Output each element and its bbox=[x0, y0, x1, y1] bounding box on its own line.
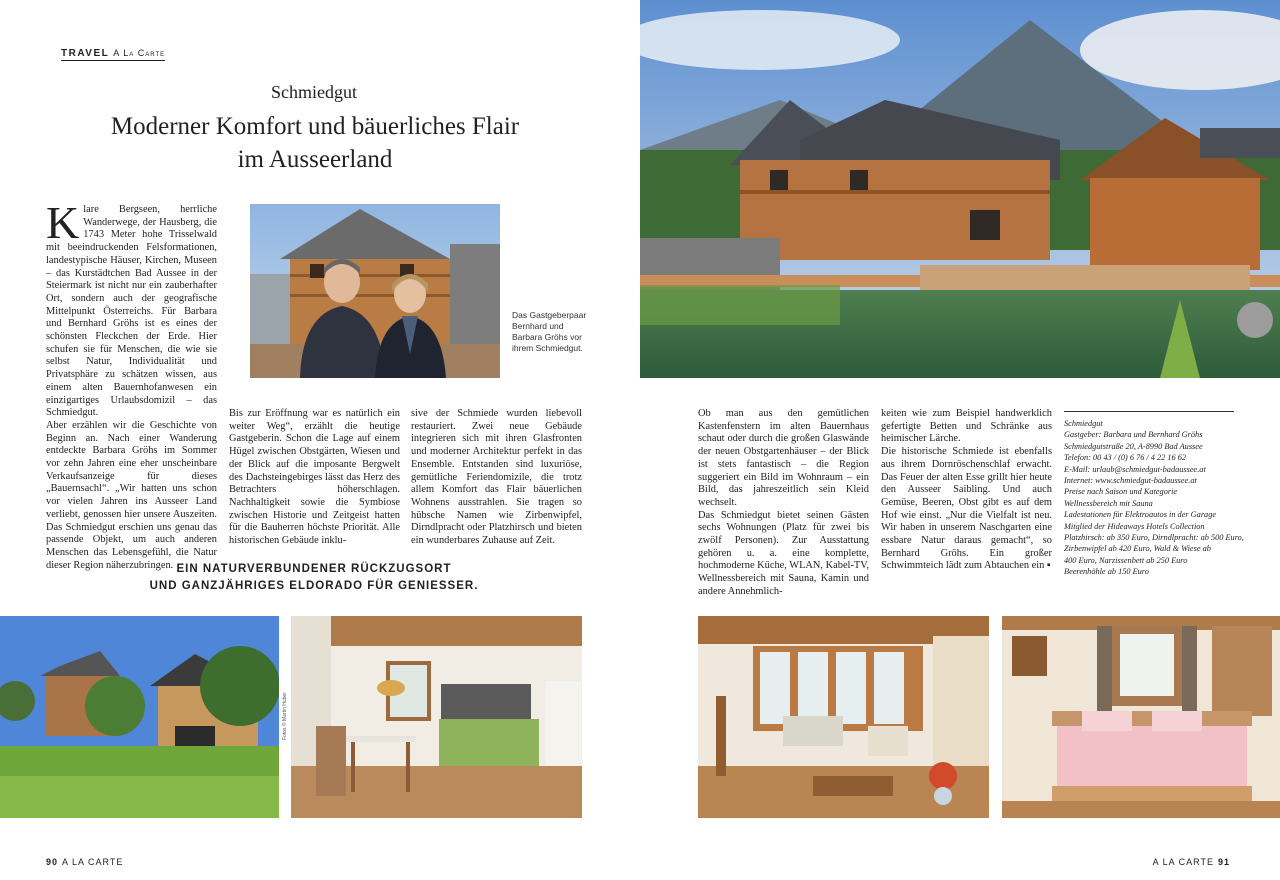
body-column-2: Bis zur Eröffnung war es natürlich ein weiter Weg“, erzählt die heutige Gastgeberin. Schon die Lage auf einem Hügel zwischen Obstgärten, Wiesen und der Blick auf die imposante Bergwelt des Dachsteingebirges lässt das Herz des Betrachters höherschlagen. Nachhaltigkeit sowie die Symbiose zwischen Historie und Zeitgeist hatten für die Bauherren höchste Priorität. Alle historischen Gebäude inklu- bbox=[229, 408, 400, 547]
right-page bbox=[640, 0, 1280, 880]
body-column-5: keiten wie zum Beispiel handwerklich gefertigte Betten und Schränke aus heimischer Lärche. Die historische Schmiede ist ebenfalls aus ihrem Dornröschenschlaf erwacht. Das Feuer der alten Esse grillt hier heute den Ausseer Saibling. Und auch Gemüse, Beeren, Obst gibt es auf dem Hof wie einst. „Nur die Vielfalt ist neu. Wir haben in unserem Naschgarten eine essbare Natur daraus gemacht“, so Bernhard Gröhs. Ein großer Schwimmteich lädt zum Abtauchen ein ▪ bbox=[881, 408, 1052, 572]
info-line: Schmiedgutstraße 20, A-8990 Bad Aussee bbox=[1064, 441, 1203, 451]
body-column-3: sive der Schmiede wurden liebevoll restauriert. Zwei neue Gebäude integrieren sich mit ihren Glasfronten und moderner Architektur perfekt in das Ensemble. Entstanden sind luxuriöse, gemütliche Feriendomizile, die trotz allem Komfort das Flair bäuerlichen Wohnens ausstrahlen. Sie tragen so hübsche Namen wie Zirbenwipfel, Dirndlpracht oder Platzhirsch und bieten ein wunderbares Zuhause auf Zeit. bbox=[411, 408, 582, 547]
info-line: Beerenhöhle ab 150 Euro bbox=[1064, 567, 1149, 577]
living-room-photo bbox=[698, 616, 989, 818]
pull-quote bbox=[0, 561, 628, 595]
info-line: Platzhirsch: ab 350 Euro, Dirndlpracht: ab 500 Euro, bbox=[1064, 533, 1244, 543]
meadow-houses-photo bbox=[0, 616, 279, 818]
pull-quote-line-2: UND GANZJÄHRIGES ELDORADO FÜR GENIESSER. bbox=[149, 580, 479, 592]
body-column-4: Ob man aus den gemütlichen Kastenfenstern im alten Bauernhaus schaut oder durch die großen Glaswände der neuen Obstgartenhäuser – der Blick ist stets fantastisch – die Region suggeriert ein Bild im Wohnraum – ein Bild, das jahreszeitlich sein Kleid wechselt. Das Schmiedgut bietet seinen Gästen sechs Wohnungen (Platz für zwei bis zwölf Personen). Zur Ausstattung gehören u. a. eine komplette, hochmoderne Küche, WLAN, Kabel-TV, Wellnessbereich mit Sauna, Kamin und andere Annehmlich- bbox=[698, 408, 870, 597]
info-line: Wellnessbereich mit Sauna bbox=[1064, 498, 1153, 508]
headline-line-2: im Ausseerland bbox=[237, 146, 393, 173]
page-number-left bbox=[46, 857, 123, 867]
photo-caption: Das Gastgeberpaar Bernhard und Barbara Gröhs vor ihrem Schmiedgut. bbox=[512, 310, 587, 353]
kicker: Schmiedgut bbox=[271, 82, 357, 102]
info-line: Telefon: 00 43 / (0) 6 76 / 4 22 16 62 bbox=[1064, 453, 1187, 463]
section-tag-main: TRAVEL bbox=[61, 48, 110, 59]
info-line: E-Mail: urlaub@schmiedgut-badaussee.at bbox=[1064, 464, 1206, 474]
pull-quote-line-1: EIN NATURVERBUNDENER RÜCKZUGSORT bbox=[176, 563, 452, 575]
kitchen-photo bbox=[291, 616, 582, 818]
info-line: Gastgeber: Barbara und Bernhard Gröhs bbox=[1064, 430, 1203, 440]
col1-paragraph-2: Aber erzählen wir die Geschichte von Beginn an. Nach einer Wanderung entdeckte Barbara Gröhs im Sommer vor zehn Jahren eine eher unscheinbare Verkaufsanzeige für dieses „Bauernsachl“. „Wir hatten uns schon vor vielen Jahren ins Ausseer Land verliebt, genossen hier unsere Auszeiten. Das Schmiedgut erschien uns genau das passende Objekt, um auch anderen Menschen das Lebensgefühl, die Natur dieser Region näherzubringen. bbox=[46, 419, 217, 571]
info-line: Zirbenwipfel ab 420 Euro, Wald & Wiese ab bbox=[1064, 544, 1211, 554]
section-tag bbox=[61, 48, 165, 61]
info-line: Ladestationen für Elektroautos in der Garage bbox=[1064, 510, 1217, 520]
info-box bbox=[1064, 411, 1244, 578]
info-line: Internet: www.schmiedgut-badaussee.at bbox=[1064, 476, 1197, 486]
col1-paragraph-1: lare Bergseen, herrliche Wanderwege, der Hausberg, die 1743 Meter hohe Trisselwald mit beeindruckenden Felsformationen, landestypische Häuser, Kirchen, Museen – das Kurstädtchen Bad Aussee in der Steiermark ist nicht nur ein zauberhafter Ort, sondern auch der geografische Mittelpunkt Österreichs. Für Barbara und Bernhard Gröhs ist es eines der schönsten Fleckchen der Erde. Hier schufen sie für Menschen, die wie sie selbst Natur, Individualität und Privatsphäre zu schätzen wissen, aus einem alten Bauernhofanwesen ein einzigartiges Urlaubsdomizil – das Schmiedgut. bbox=[46, 204, 217, 419]
info-line: 400 Euro, Narzissenbett ab 250 Euro bbox=[1064, 555, 1188, 565]
folio-number-left: 90 bbox=[46, 857, 59, 867]
info-line: Mitglied der Hideaways Hotels Collection bbox=[1064, 521, 1205, 531]
photo-credit: Fotos © Martin Huber bbox=[282, 692, 288, 740]
headline bbox=[60, 110, 570, 176]
folio-label-left: A LA CARTE bbox=[62, 857, 124, 867]
section-tag-sub: A La Carte bbox=[113, 48, 166, 58]
page-number-right bbox=[1153, 857, 1230, 867]
bedroom-photo bbox=[1002, 616, 1280, 818]
folio-number-right: 91 bbox=[1217, 857, 1230, 867]
couple-photo bbox=[250, 204, 500, 378]
info-line: Schmiedgut bbox=[1064, 419, 1103, 428]
chalet-pond-photo bbox=[640, 0, 1280, 378]
dropcap: K bbox=[46, 197, 80, 248]
folio-label-right: A LA CARTE bbox=[1152, 857, 1214, 867]
headline-line-1: Moderner Komfort und bäuerliches Flair bbox=[110, 113, 520, 140]
info-line: Preise nach Saison und Kategorie bbox=[1064, 487, 1178, 497]
body-column-1 bbox=[46, 197, 217, 572]
